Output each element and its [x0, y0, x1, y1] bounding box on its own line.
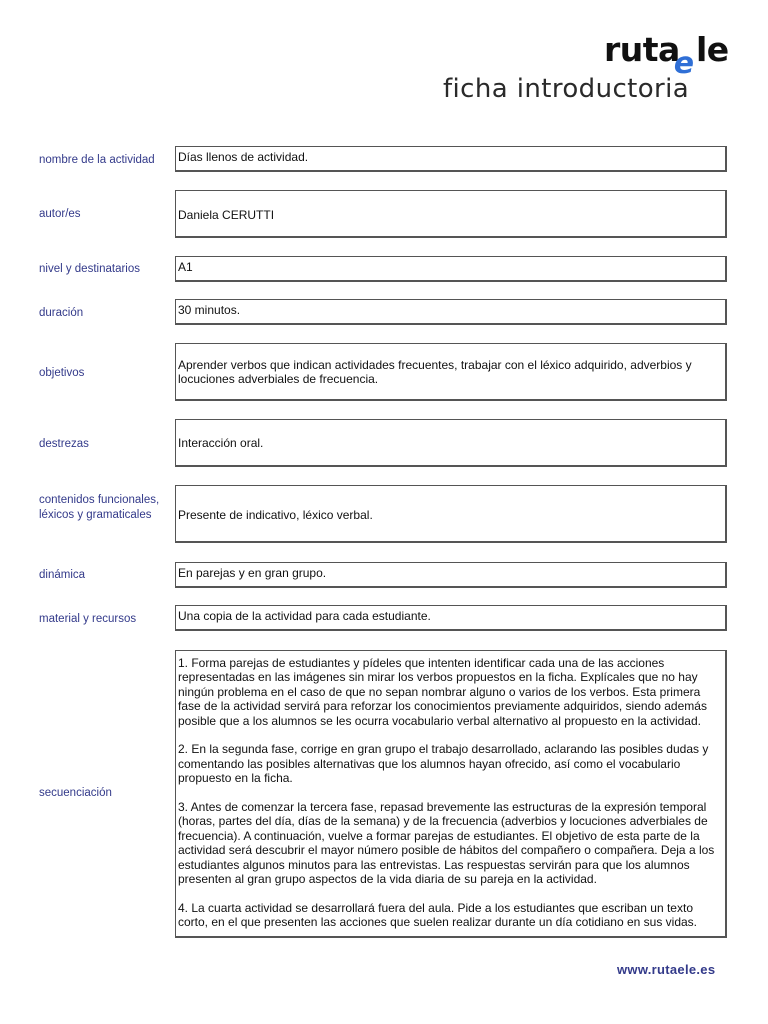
- label-autor: autor/es: [39, 208, 81, 220]
- field-material: Una copia de la actividad para cada estudiante.: [175, 605, 727, 631]
- field-nombre: Días llenos de actividad.: [175, 146, 727, 172]
- label-secuenciacion: secuenciación: [39, 787, 112, 799]
- footer-url-link[interactable]: www.rutaele.es: [617, 962, 716, 977]
- field-objetivos: Aprender verbos que indican actividades frecuentes, trabajar con el léxico adquirido, adverbios y locuciones adverbiales de frecuencia.: [175, 343, 727, 401]
- label-material: material y recursos: [39, 613, 137, 625]
- secuenciacion-paso-2: 2. En la segunda fase, corrige en gran grupo el trabajo desarrollado, aclarando las posibles dudas y comentando las posibles alternativas que los alumnos hayan ofrecido, así como el vocabulario propuesto en la ficha.: [178, 742, 709, 786]
- label-dinamica: dinámica: [39, 569, 86, 581]
- secuenciacion-paso-4: 4. La cuarta actividad se desarrollará fuera del aula. Pide a los estudiantes que escriban un texto corto, en el que presenten las acciones que suelen realizar durante un día cotidiano en sus vidas.: [178, 900, 697, 930]
- label-objetivos: objetivos: [39, 367, 85, 379]
- logo-text-e: e: [670, 46, 698, 81]
- logo-text-le: le: [696, 30, 729, 69]
- label-nombre: nombre de la actividad: [39, 154, 155, 166]
- field-destrezas: Interacción oral.: [175, 419, 727, 467]
- document-subtitle: ficha introductoria: [443, 74, 690, 104]
- label-destrezas: destrezas: [39, 438, 89, 450]
- field-dinamica: En parejas y en gran grupo.: [175, 562, 727, 588]
- field-duracion: 30 minutos.: [175, 299, 727, 325]
- label-contenidos: contenidos funcionales, léxicos y gramaticales: [39, 494, 160, 521]
- rutaele-logo: [604, 26, 744, 81]
- field-secuenciacion: [175, 650, 727, 938]
- field-autor: Daniela CERUTTI: [175, 190, 727, 238]
- label-nivel: nivel y destinatarios: [39, 263, 140, 275]
- secuenciacion-paso-3: 3. Antes de comenzar la tercera fase, repasad brevemente las estructuras de la expresión temporal (horas, partes del día, días de la semana) y de la frecuencia (adverbios y locuciones adverbiales de frecuencia). A continuación, vuelve a formar parejas de estudiantes. El objetivo de esta parte de la actividad será descubrir el mayor número posible de hábitos del compañero o compañera. Deja a los estudiantes algunos minutos para las entrevistas. Las respuestas servirán para que los alumnos presenten al gran grupo aspectos de la vida diaria de su pareja en la actividad.: [178, 800, 715, 887]
- field-nivel: A1: [175, 256, 727, 282]
- logo-text-ruta: ruta: [604, 30, 680, 69]
- field-contenidos: Presente de indicativo, léxico verbal.: [175, 485, 727, 543]
- label-duracion: duración: [39, 307, 84, 319]
- secuenciacion-paso-1: 1. Forma parejas de estudiantes y pídeles que intenten identificar cada una de las acciones representadas en las imágenes sin mirar los verbos propuestos en la ficha. Explícales que no hay ningún problema en el caso de que no sepan nombrar alguno o varios de los verbos. Esta primera fase de la actividad servirá para reforzar los conocimientos previamente adquiridos, siendo además posible que a los alumnos se les ocurra vocabulario verbal alternativo al propuesto en la actividad.: [178, 656, 707, 728]
